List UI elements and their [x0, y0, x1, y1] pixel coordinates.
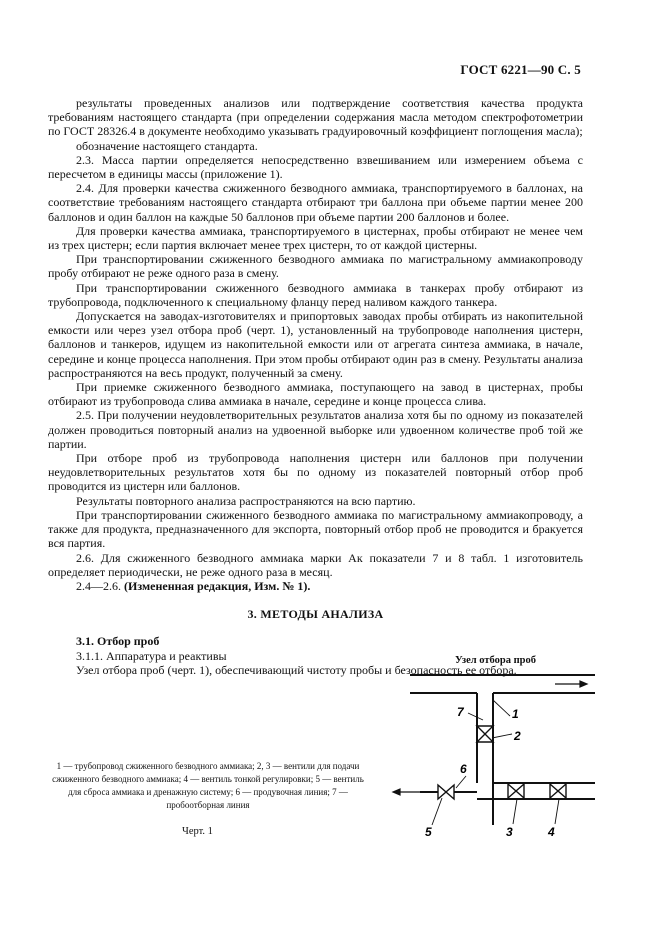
subsection-title: Отбор проб — [97, 634, 160, 649]
label-4: 4 — [548, 825, 555, 839]
section-heading: 3. МЕТОДЫ АНАЛИЗА — [247, 607, 384, 622]
sampling-unit-diagram — [380, 660, 610, 850]
paragraph: При транспортировании сжиженного безводного аммиака по магистральному аммиакопроводу пробу отбирают не реже одного раза в смену. — [48, 252, 583, 281]
label-3: 3 — [506, 825, 513, 839]
leader-5 — [432, 798, 442, 825]
paragraph: При отборе проб из трубопровода наполнения цистерн или баллонов при получении неудовлетворительных результатов хотя бы по одному из показателей повторный отбор проб проводится из цистерн или баллонов. — [48, 451, 583, 494]
paragraph: Для проверки качества аммиака, транспортируемого в цистернах, пробы отбирают не менее чем из трех цистерн; если партия включает менее трех цистерн, то от каждой цистерны. — [48, 223, 583, 253]
leader-1 — [493, 700, 510, 716]
label-5: 5 — [425, 825, 432, 839]
figure-caption: 1 — трубопровод сжиженного безводного аммиака; 2, 3 — вентили для подачи сжиженного безводного аммиака; 4 — вентиль тонкой регулировки; 5 — вентиль для сброса аммиака и дренажную систему; 6 — продувочная линия; 7 — пробоотборная линия — [52, 761, 364, 810]
leader-2 — [492, 734, 512, 738]
label-2: 2 — [514, 729, 521, 743]
paragraph: Результаты повторного анализа распространяются на всю партию. — [76, 493, 416, 508]
label-7: 7 — [457, 705, 464, 719]
subsection-number: 3.1. — [76, 634, 94, 649]
valve-2-icon — [477, 726, 493, 742]
document-body — [48, 96, 583, 677]
leader-6 — [456, 776, 466, 788]
paragraph: обозначение настоящего стандарта. — [76, 138, 258, 153]
paragraph: 2.4. Для проверки качества сжиженного безводного аммиака, транспортируемого в баллонах, на соответствие требованиям настоящего стандарта отбирают три баллона при объеме партии менее 200 баллонов и один баллон на каждые 50 баллонов при объеме партии 200 баллонов и более. — [48, 181, 583, 224]
leader-3 — [513, 799, 517, 824]
figure-number: Черт. 1 — [182, 826, 213, 837]
subsection-heading — [48, 634, 583, 648]
leader-7 — [468, 713, 483, 720]
valve-5-icon — [438, 785, 454, 799]
paragraph: При приемке сжиженного безводного аммиака, поступающего на завод в цистернах, пробы отбирают из трубопровода слива аммиака в начале, середине и конце процесса слива. — [48, 380, 583, 409]
valve-4-icon — [550, 784, 566, 798]
page-header: ГОСТ 6221—90 С. 5 — [460, 62, 581, 77]
figure-title: Узел отбора проб — [455, 655, 536, 666]
paragraph: 2.6. Для сжиженного безводного аммиака марки Ак показатели 7 и 8 табл. 1 изготовитель определяет периодически, не реже одного раза в месяц. — [48, 550, 583, 579]
drain-arrow-icon — [393, 789, 420, 795]
paragraph: результаты проведенных анализов или подтверждение соответствия качества продукта требованиям настоящего стандарта (при определении содержания масла методом спектрофотометрии по ГОСТ 28326.4 в документе необходимо указывать градуировочный коэффициент поглощения масла); — [48, 96, 583, 139]
paragraph: Допускается на заводах-изготовителях и припортовых заводах пробы отбирать из накопительной емкости или через узел отбора проб (черт. 1), установленный на трубопроводе наполнения цистерн, баллонов и танкеров, идущем из накопительной емкости или от агрегата синтеза аммиака, в начале, середине и конце процесса наполнения. При этом пробы отбирают один раз в смену. Результаты анализа распространяются на весь продукт, полученный за смену. — [48, 309, 583, 380]
amendment-text: (Измененная редакция, Изм. № 1). — [124, 578, 311, 593]
amendment-range: 2.4—2.6. — [76, 578, 121, 593]
subsubsection-heading: 3.1.1. Аппаратура и реактивы — [76, 648, 227, 663]
paragraph: При транспортировании сжиженного безводного аммиака по магистральному аммиакопроводу, а также для продукта, предназначенного для экспорта, повторный отбор проб не проводится и бракуется вся партия. — [48, 507, 583, 551]
flow-arrow-icon — [555, 681, 587, 687]
valve-3-icon — [508, 784, 524, 798]
paragraph: При транспортировании сжиженного безводного аммиака в танкерах пробу отбирают из трубопровода, подключенного к специальному фланцу перед наливом каждого танкера. — [48, 280, 583, 309]
label-6: 6 — [460, 762, 467, 776]
label-1: 1 — [512, 707, 519, 721]
paragraph: Узел отбора проб (черт. 1), обеспечивающий чистоту пробы и безопасность ее отбора. — [76, 662, 517, 677]
amendment-note — [48, 579, 583, 593]
leader-4 — [555, 799, 559, 824]
paragraph: 2.5. При получении неудовлетворительных результатов анализа хотя бы по одному из показателей должен проводиться повторный анализ на удвоенной выборке или удвоенном количестве проб той же партии. — [48, 408, 583, 451]
paragraph: 2.3. Масса партии определяется непосредственно взвешиванием или измерением объема с пересчетом в единицы массы (приложение 1). — [48, 152, 583, 182]
